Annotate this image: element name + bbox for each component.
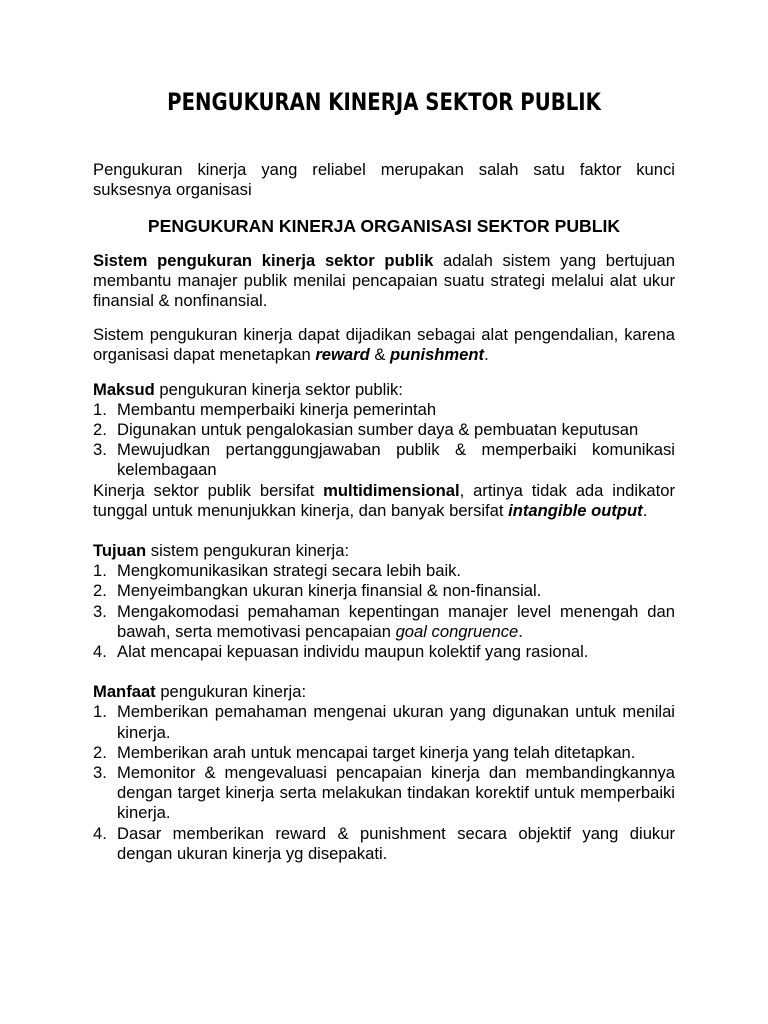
maksud-text: pengukuran kinerja sektor publik: <box>154 379 403 399</box>
list-item-end: . <box>518 621 523 641</box>
manfaat-list <box>93 702 675 864</box>
definition-text: adalah sistem yang bertujuan membantu manajer publik menilai pencapaian suatu strategi melalui alat ukur finansial & nonfinansial. <box>93 250 675 311</box>
list-number: 4. <box>93 642 107 662</box>
list-item <box>93 561 675 581</box>
list-number: 1. <box>93 561 107 581</box>
list-item-text: Memberikan pemahaman mengenai ukuran yang digunakan untuk menilai kinerja. <box>117 702 675 742</box>
list-item-text: Mengakomodasi pemahaman kepentingan manajer level menengah dan bawah, serta memotivasi pencapaian <box>117 601 675 641</box>
list-item <box>93 824 675 864</box>
multi-text-mid: , artinya tidak ada indikator tunggal untuk menunjukkan kinerja, dan banyak bersifat <box>93 480 675 520</box>
page-title: PENGUKURAN KINERJA SEKTOR PUBLIK <box>167 88 601 116</box>
list-item-text: Menyeimbangkan ukuran kinerja finansial & non-finansial. <box>117 581 542 601</box>
list-number: 3. <box>93 440 107 460</box>
list-item <box>93 440 675 480</box>
list-item <box>93 702 675 742</box>
maksud-term: Maksud <box>93 379 155 399</box>
list-item <box>93 420 675 440</box>
goal-congruence-term: goal congruence <box>395 621 519 641</box>
list-number: 1. <box>93 399 107 419</box>
tujuan-term: Tujuan <box>93 541 147 561</box>
list-number: 1. <box>93 702 107 722</box>
manfaat-term: Manfaat <box>93 682 156 702</box>
list-item <box>93 400 675 420</box>
manfaat-heading <box>93 682 675 702</box>
list-number: 3. <box>93 601 107 621</box>
list-number: 3. <box>93 763 107 783</box>
tujuan-list <box>93 561 675 662</box>
maksud-list <box>93 400 675 481</box>
list-item-text: Membantu memperbaiki kinerja pemerintah <box>117 399 437 419</box>
list-number: 2. <box>93 581 107 601</box>
control-text: Sistem pengukuran kinerja dapat dijadikan sebagai alat pengendalian, karena organisasi dapat menetapkan <box>93 325 675 365</box>
control-end: . <box>484 345 489 365</box>
list-item-text: Dasar memberikan reward & punishment secara objektif yang diukur dengan ukuran kinerja yg disepakati. <box>117 823 675 863</box>
multidimensional-paragraph <box>93 481 675 521</box>
list-item <box>93 602 675 642</box>
definition-term: Sistem pengukuran kinerja sektor publik <box>93 250 434 270</box>
manfaat-text: pengukuran kinerja: <box>155 682 307 702</box>
multi-text: Kinerja sektor publik bersifat <box>93 480 324 500</box>
list-number: 4. <box>93 823 107 843</box>
list-item-text: Digunakan untuk pengalokasian sumber daya & pembuatan keputusan <box>117 420 639 440</box>
list-item-text: Memonitor & mengevaluasi pencapaian kinerja dan membandingkannya dengan target kinerja serta melakukan tindakan korektif untuk memperbaiki kinerja. <box>117 763 675 823</box>
tujuan-text: sistem pengukuran kinerja: <box>146 541 350 561</box>
list-item-text: Mewujudkan pertanggungjawaban publik & memperbaiki komunikasi kelembagaan <box>117 440 675 480</box>
multi-end: . <box>642 500 648 520</box>
document-body <box>93 160 675 864</box>
list-number: 2. <box>93 742 107 762</box>
list-number: 2. <box>93 420 107 440</box>
list-item <box>93 642 675 662</box>
list-item <box>93 581 675 601</box>
section-subtitle: PENGUKURAN KINERJA ORGANISASI SEKTOR PUBLIK <box>147 216 621 237</box>
list-item-text: Alat mencapai kepuasan individu maupun kolektif yang rasional. <box>117 642 589 662</box>
list-item-text: Mengkomunikasikan strategi secara lebih baik. <box>117 561 462 581</box>
reward-term: reward <box>315 345 370 365</box>
list-item <box>93 743 675 763</box>
multidimensional-term: multidimensional <box>323 480 460 500</box>
list-item-text: Memberikan arah untuk mencapai target kinerja yang telah ditetapkan. <box>117 742 636 762</box>
maksud-heading <box>93 380 675 400</box>
intangible-output-term: intangible output <box>508 500 643 520</box>
tujuan-heading <box>93 541 675 561</box>
punishment-term: punishment <box>390 345 485 365</box>
intro-paragraph: Pengukuran kinerja yang reliabel merupakan salah satu faktor kunci suksesnya organisasi <box>93 160 675 200</box>
control-paragraph <box>93 325 675 365</box>
list-item <box>93 763 675 824</box>
definition-paragraph <box>93 251 675 312</box>
control-amp: & <box>369 345 391 365</box>
